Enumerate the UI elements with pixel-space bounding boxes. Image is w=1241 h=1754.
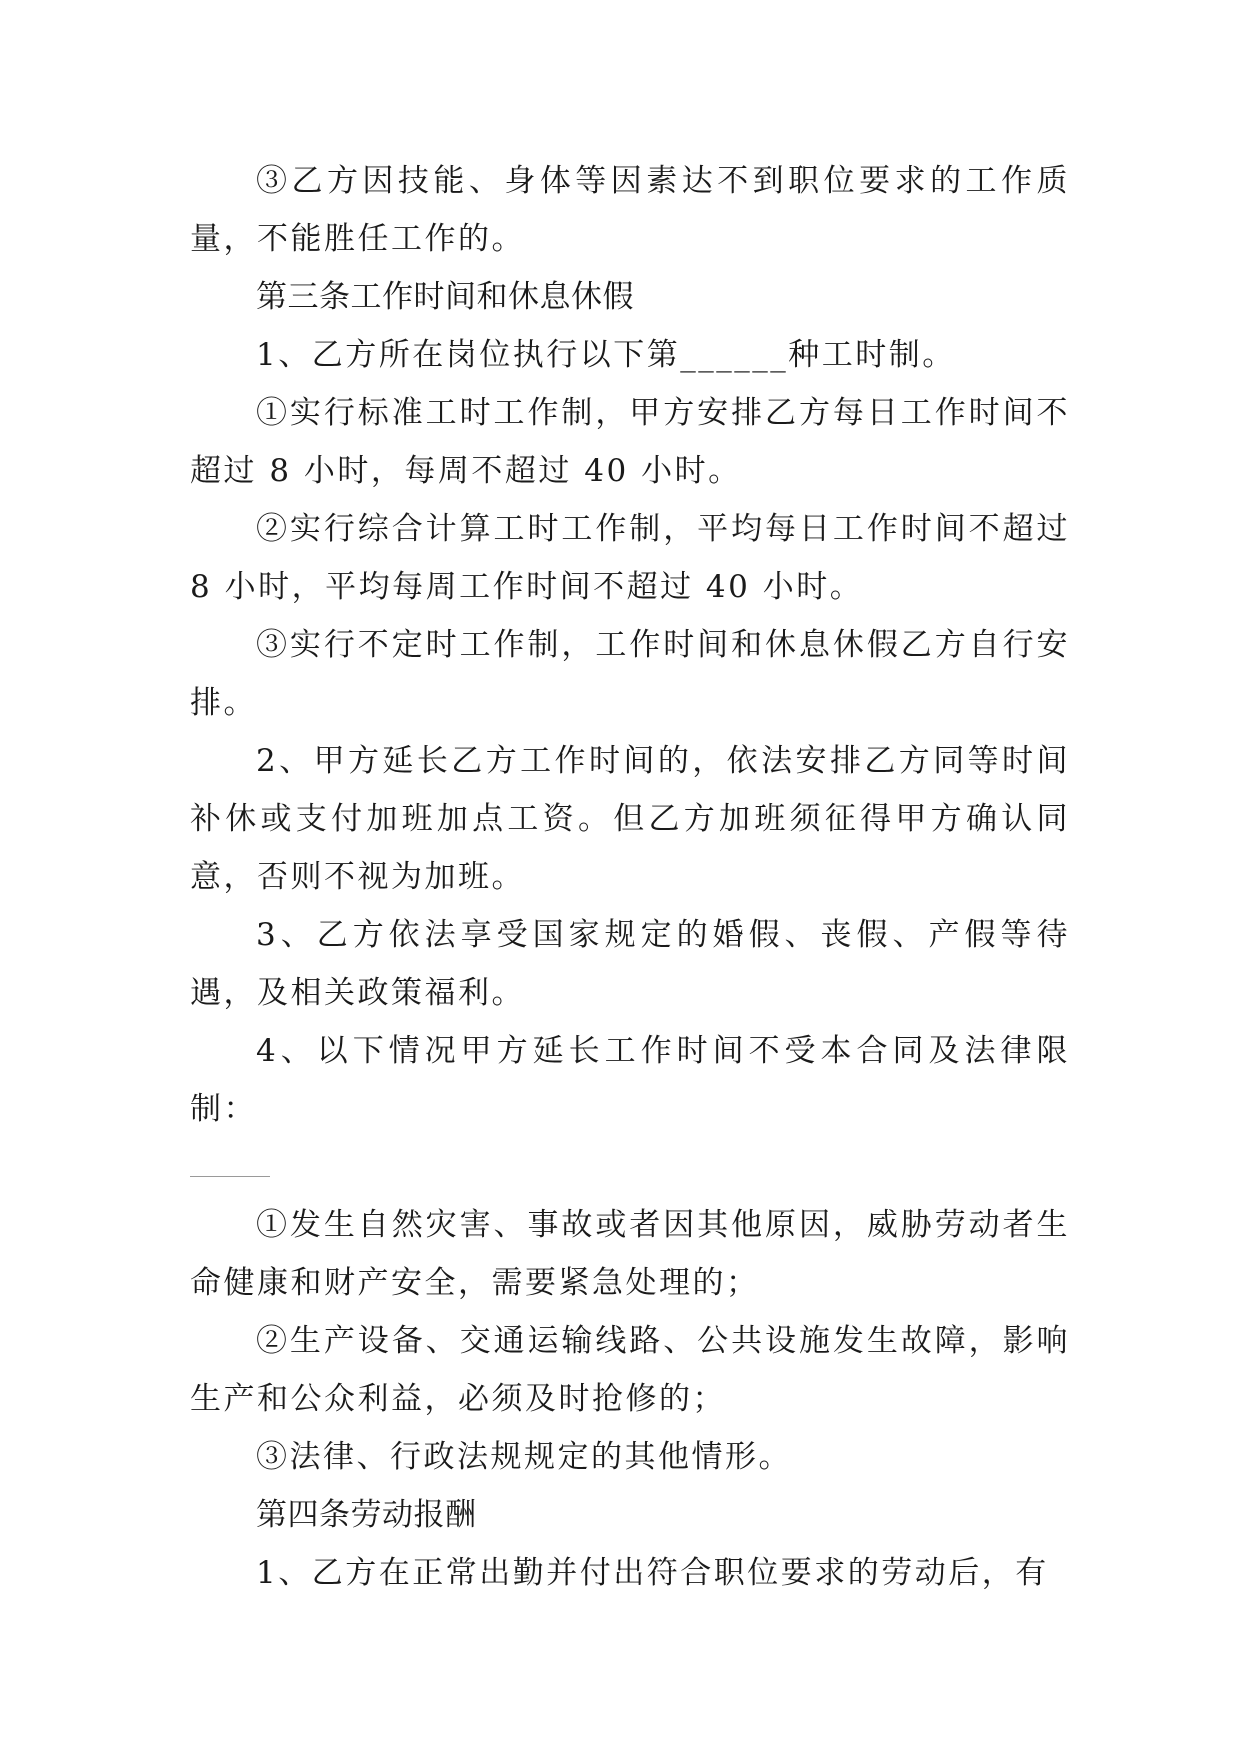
paragraph-clause-3-item-3: ③乙方因技能、身体等因素达不到职位要求的工作质量，不能胜任工作的。	[190, 163, 1070, 257]
paragraph-flexible-hours: ③实行不定时工作制，工作时间和休息休假乙方自行安排。	[190, 627, 1070, 721]
paragraph-exception-disaster: ①发生自然灾害、事故或者因其他原因，威胁劳动者生命健康和财产安全，需要紧急处理的；	[190, 1207, 1070, 1301]
paragraph-overtime: 2、甲方延长乙方工作时间的，依法安排乙方同等时间补休或支付加班加点工资。但乙方加班须征得甲方确认同意，否则不视为加班。	[190, 743, 1070, 895]
section-heading-article-3: 第三条工作时间和休息休假	[256, 279, 634, 315]
paragraph-exception-equipment: ②生产设备、交通运输线路、公共设施发生故障，影响生产和公众利益，必须及时抢修的；	[190, 1323, 1070, 1417]
document-body	[190, 152, 1070, 1602]
paragraph-comprehensive-hours: ②实行综合计算工时工作制，平均每日工作时间不超过 8 小时，平均每周工作时间不超过 40 小时。	[190, 511, 1070, 605]
section-heading-article-4: 第四条劳动报酬	[256, 1497, 477, 1533]
paragraph-working-hours-system: 1、乙方所在岗位执行以下第______种工时制。	[256, 337, 956, 373]
paragraph-extension-exceptions: 4、以下情况甲方延长工作时间不受本合同及法律限制：	[190, 1033, 1070, 1127]
blank-fill-line	[190, 1138, 1070, 1196]
blank-underline	[190, 1176, 270, 1177]
paragraph-exception-other: ③法律、行政法规规定的其他情形。	[256, 1439, 792, 1475]
paragraph-leave-benefits: 3、乙方依法享受国家规定的婚假、丧假、产假等待遇，及相关政策福利。	[190, 917, 1070, 1011]
paragraph-remuneration: 1、乙方在正常出勤并付出符合职位要求的劳动后，有	[256, 1555, 1049, 1591]
paragraph-standard-hours: ①实行标准工时工作制，甲方安排乙方每日工作时间不超过 8 小时，每周不超过 40 小时。	[190, 395, 1070, 489]
